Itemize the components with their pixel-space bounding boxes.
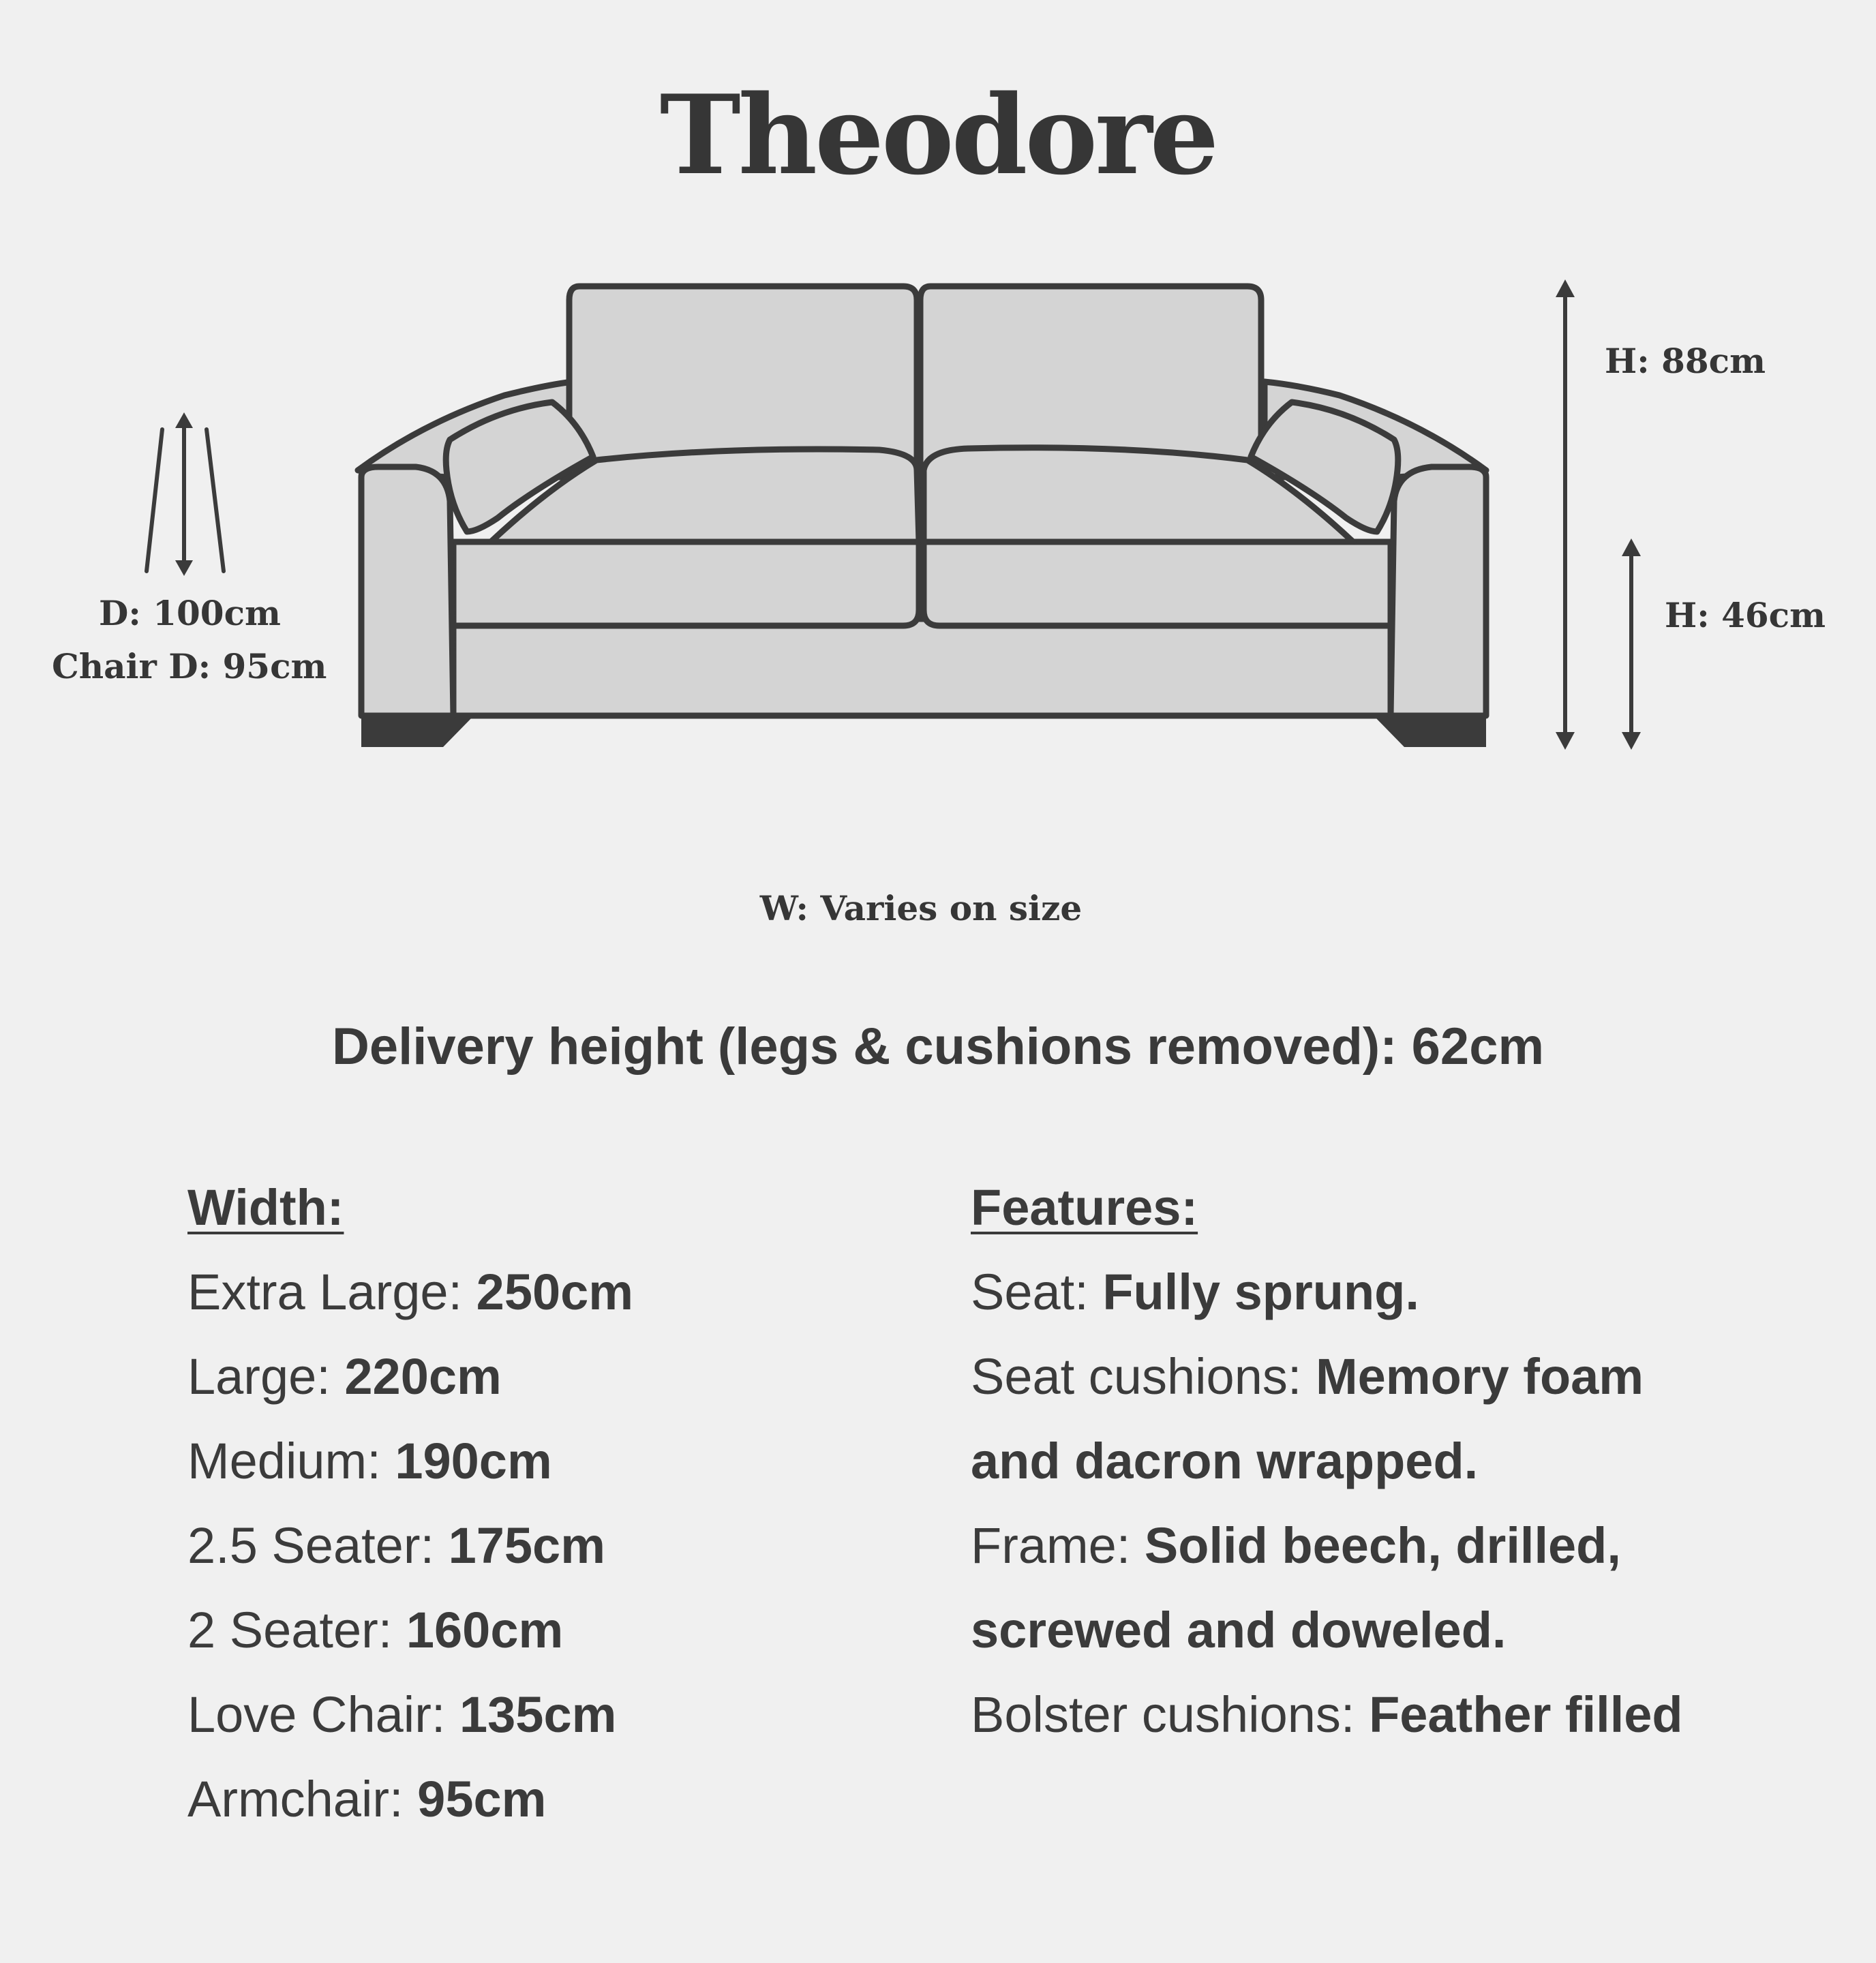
features-section bbox=[971, 1166, 1683, 1757]
width-item-value: 220cm bbox=[344, 1348, 502, 1405]
feature-value: Solid beech, drilled, bbox=[1144, 1517, 1621, 1574]
feature-line bbox=[971, 1419, 1683, 1504]
sofa-dimension-diagram bbox=[0, 0, 1876, 818]
feature-label: Seat: bbox=[971, 1264, 1089, 1320]
feature-line bbox=[971, 1335, 1683, 1419]
feature-label: Bolster cushions: bbox=[971, 1686, 1355, 1743]
product-title: Theodore bbox=[659, 71, 1217, 199]
width-item-value: 190cm bbox=[395, 1433, 552, 1489]
width-heading: Width: bbox=[187, 1179, 344, 1236]
seat-height-arrow-down bbox=[1622, 732, 1641, 750]
feature-value: Memory foam bbox=[1315, 1348, 1644, 1405]
width-item bbox=[187, 1757, 633, 1842]
chair-depth-label: Chair D: 95cm bbox=[52, 646, 327, 686]
feature-value: Feather filled bbox=[1369, 1686, 1683, 1743]
height-arrow-down bbox=[1556, 732, 1575, 750]
feature-line bbox=[971, 1588, 1683, 1673]
depth-label: D: 100cm bbox=[99, 593, 281, 633]
feature-value: Fully sprung. bbox=[1102, 1264, 1419, 1320]
width-item-label: 2 Seater: bbox=[187, 1602, 393, 1658]
width-item-value: 95cm bbox=[417, 1771, 547, 1827]
width-item bbox=[187, 1335, 633, 1419]
depth-line-left bbox=[147, 429, 162, 571]
feature-line bbox=[971, 1250, 1683, 1335]
delivery-height: Delivery height (legs & cushions removed): 62cm bbox=[331, 1018, 1545, 1076]
width-item-value: 160cm bbox=[406, 1602, 564, 1658]
width-item bbox=[187, 1673, 633, 1757]
width-item-label: Medium: bbox=[187, 1433, 381, 1489]
width-label: W: Varies on size bbox=[759, 888, 1083, 928]
width-section bbox=[187, 1166, 633, 1842]
width-item-label: Large: bbox=[187, 1348, 331, 1405]
width-item bbox=[187, 1250, 633, 1335]
width-item-value: 250cm bbox=[476, 1264, 634, 1320]
features-heading: Features: bbox=[971, 1179, 1198, 1236]
feature-label: Frame: bbox=[971, 1517, 1131, 1574]
feature-line bbox=[971, 1504, 1683, 1588]
height-label: H: 88cm bbox=[1605, 341, 1766, 381]
feature-line bbox=[971, 1673, 1683, 1757]
feature-label: Seat cushions: bbox=[971, 1348, 1302, 1405]
width-item-label: Extra Large: bbox=[187, 1264, 463, 1320]
width-item-label: 2.5 Seater: bbox=[187, 1517, 435, 1574]
width-item bbox=[187, 1419, 633, 1504]
depth-arrow-down bbox=[175, 560, 193, 576]
sofa-leg-right bbox=[1374, 716, 1486, 747]
width-item-label: Armchair: bbox=[187, 1771, 404, 1827]
width-item bbox=[187, 1504, 633, 1588]
feature-value: screwed and doweled. bbox=[971, 1602, 1507, 1658]
depth-arrow-up bbox=[175, 412, 193, 428]
sofa-arm-front-right bbox=[1391, 467, 1486, 716]
seat-height-arrow-up bbox=[1622, 538, 1641, 556]
sofa-base bbox=[453, 619, 1391, 716]
seat-cushion-right bbox=[924, 542, 1391, 626]
width-item-value: 135cm bbox=[459, 1686, 617, 1743]
sofa-arm-front-left bbox=[361, 467, 453, 716]
width-item bbox=[187, 1588, 633, 1673]
width-item-value: 175cm bbox=[448, 1517, 605, 1574]
depth-line-right bbox=[207, 429, 224, 571]
seat-cushion-left bbox=[453, 542, 919, 626]
width-item-label: Love Chair: bbox=[187, 1686, 446, 1743]
feature-value: and dacron wrapped. bbox=[971, 1433, 1479, 1489]
sofa-leg-left bbox=[361, 716, 474, 747]
height-arrow-up bbox=[1556, 279, 1575, 297]
seat-height-label: H: 46cm bbox=[1665, 595, 1826, 635]
